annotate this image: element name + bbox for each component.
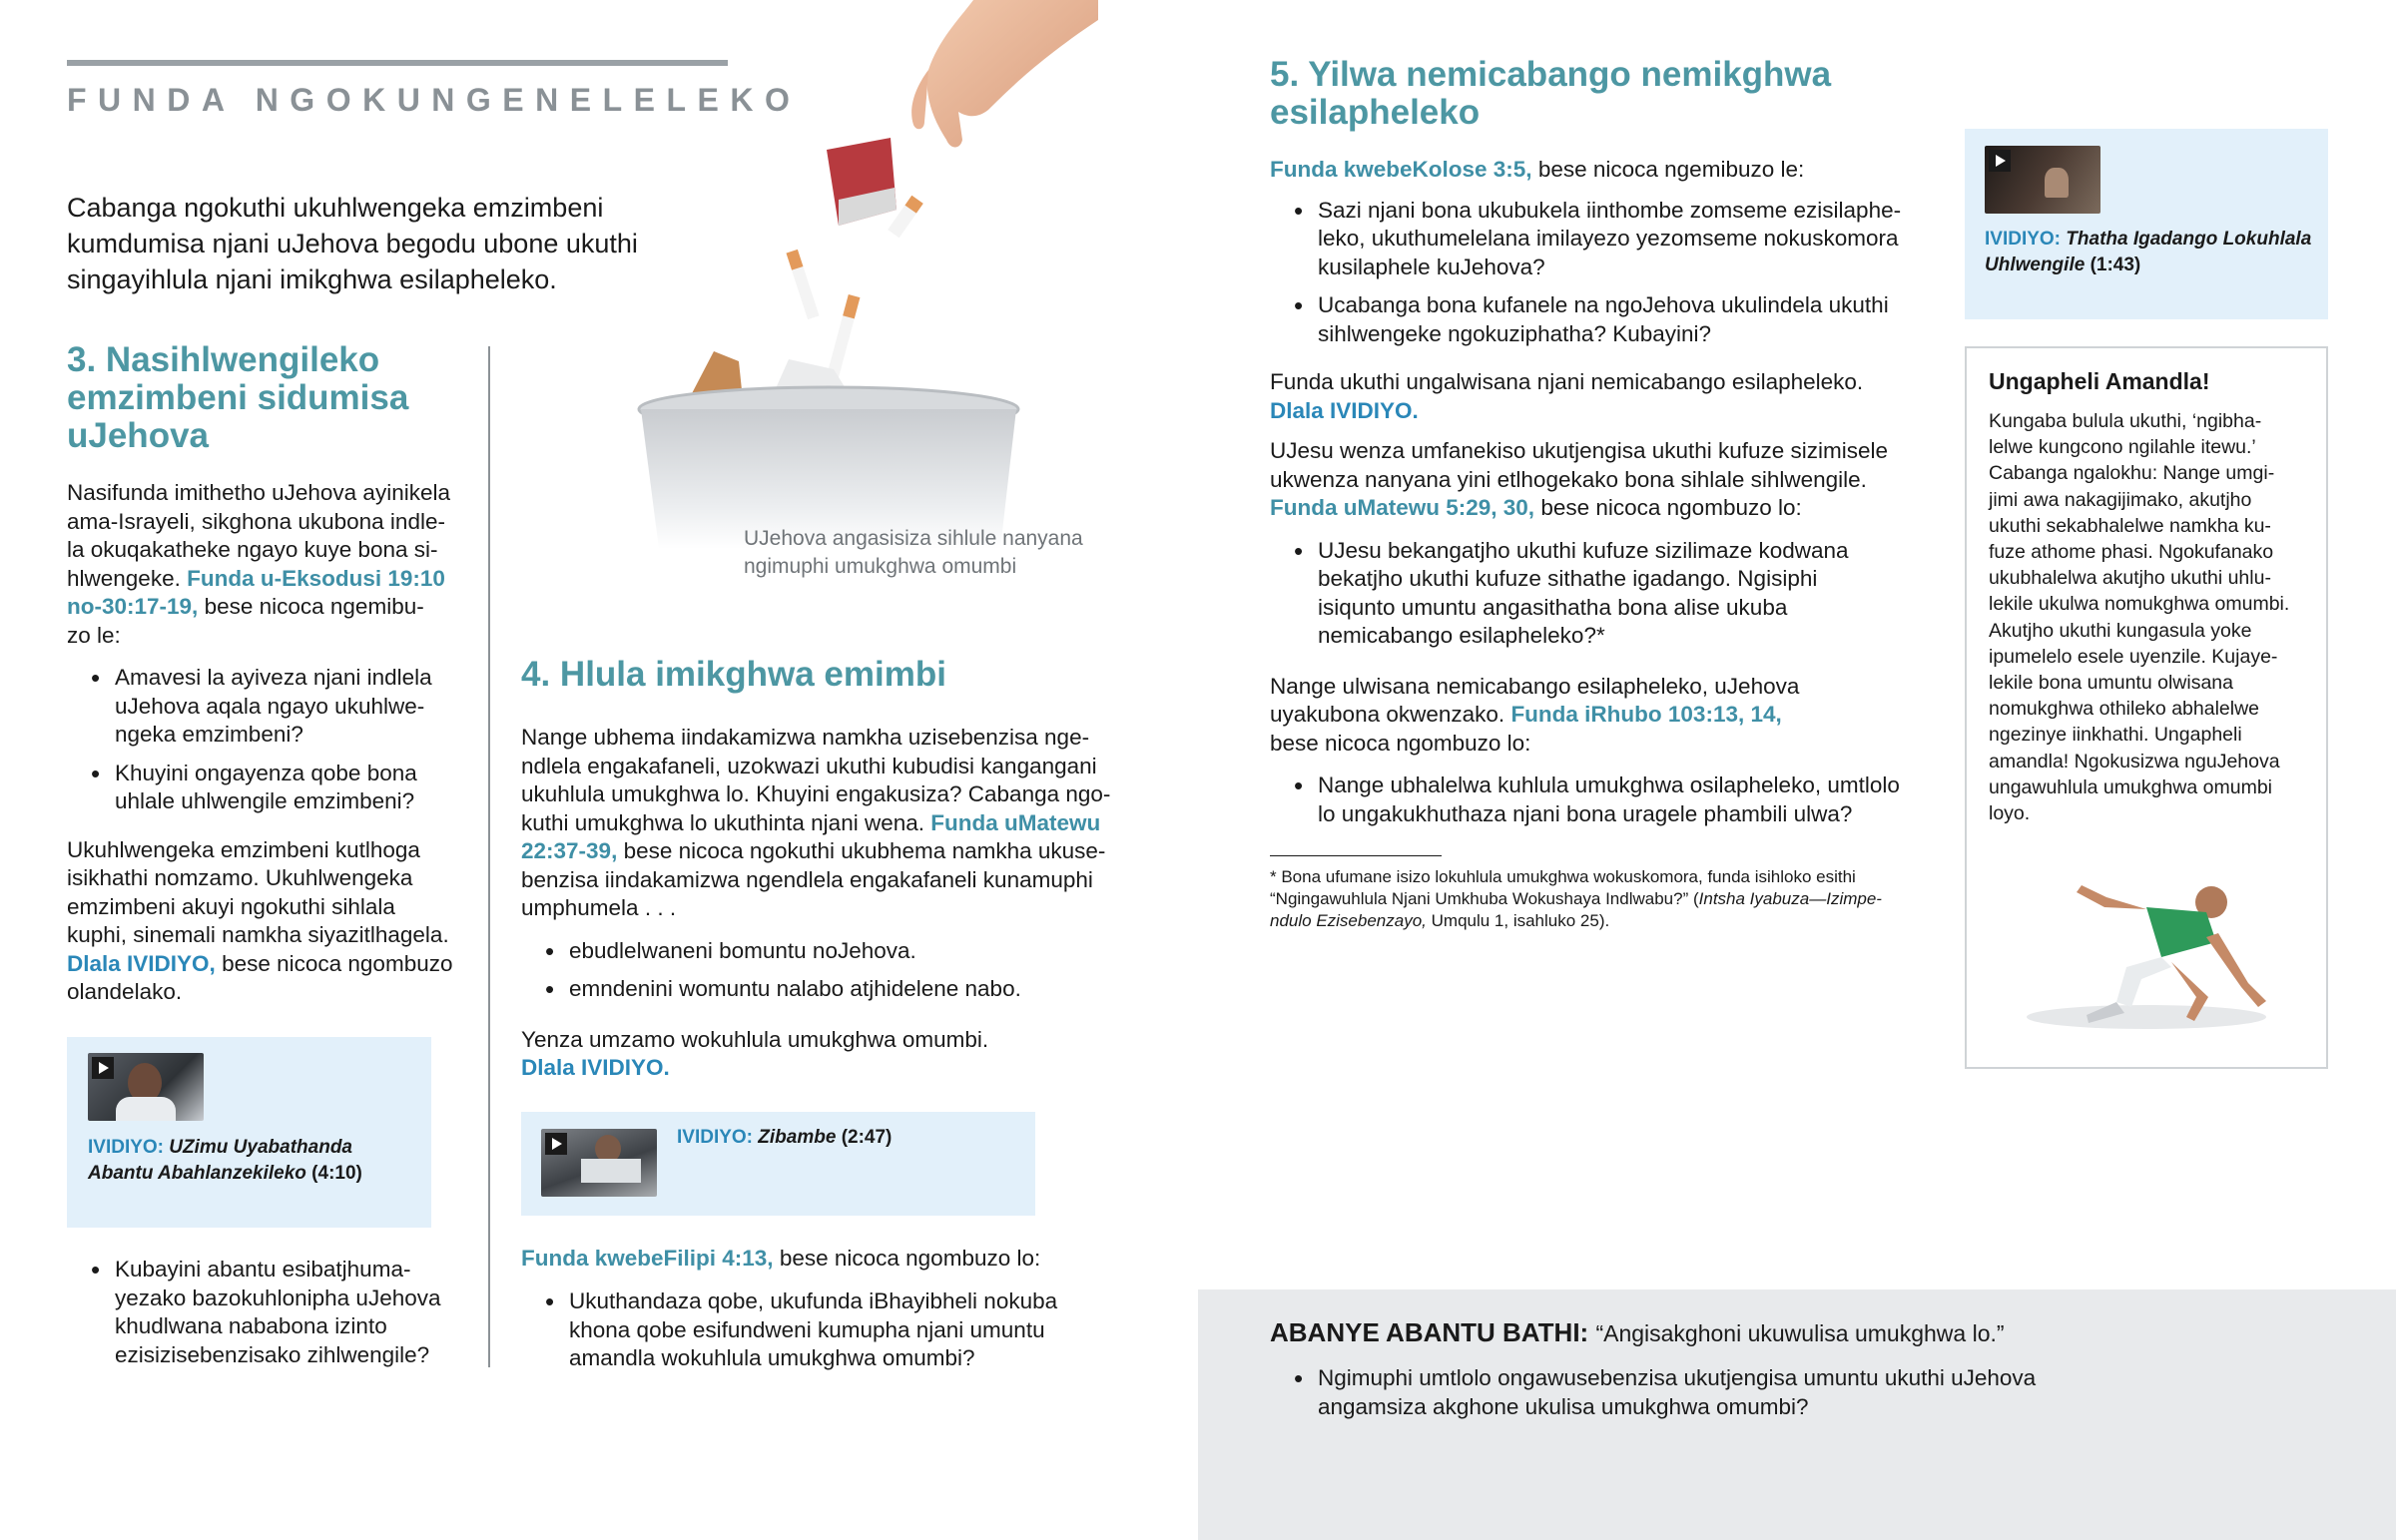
video-thumbnail-2[interactable]	[541, 1129, 657, 1197]
others-say-band	[1198, 1289, 2396, 1540]
box-body: Kungaba bulula ukuthi, ‘ngibha- lelwe kungcono ngilahle itewu.’ Cabanga ngalokhu: Nange umgi- jimi awa nakagijimako, akutjho ukuthi sekabhalelwe namkha ku- fuze athome phasi. Ngokufanako ukubhalelwa akutjho ukuthi uhlu- lekile ukulwa nomukghwa omumbi. Akutjho ukuthi kungasula yoke ipumelelo esele uyenzile. Kujaye- lekile bona umuntu olwisana nomukghwa othileko abhalelwe ngezinye iinkhathi. Ungapheli amandla! Ngokusizwa nguJehova ungawuhlula umukghwa omumbi loyo.	[1989, 410, 2290, 825]
video-thumbnail[interactable]	[88, 1053, 204, 1121]
list-item: • emndenini womuntu nalabo atjhidelene nabo.	[521, 975, 1140, 1004]
encouragement-box	[1965, 346, 2328, 1069]
others-say-quote: “Angisakghoni ukuwulisa umukghwa lo.”	[1595, 1320, 2005, 1346]
person-silhouette-icon	[2045, 168, 2069, 198]
list-item: • Sazi njani bona ukubukela iinthombe zomseme ezisilaphe- leko, ukuthumelelana imilayezo yezomseme nokuskomora kusilaphele kuJehova?	[1270, 197, 1949, 282]
section-3-paragraph-1: Nasifunda imithetho uJehova ayinikela ama-Israyeli, sikghona ukubona indle- la okuqakatheke ngayo kuye bona si- hlwengeke. Funda u-Eksodusi 19:10 no-30:17-19, bese nicoca ngemibu- zo le:	[67, 480, 450, 648]
play-icon	[545, 1133, 567, 1155]
play-video-link-2[interactable]: Dlala IVIDIYO.	[521, 1055, 670, 1080]
box-title: Ungapheli Amandla!	[1989, 368, 2210, 394]
play-video-link-3[interactable]: Dlala IVIDIYO.	[1270, 397, 1419, 423]
section-header: FUNDA NGOKUNGENELELEKO	[67, 82, 802, 118]
section-5-paragraph-3: Nange ulwisana nemicabango esilapheleko, uJehova uyakubona okwenzako. Funda iRhubo 103:13, 14, bese nicoca ngombuzo lo:	[1270, 673, 1800, 756]
list-item: • Amavesi la ayiveza njani indlela uJehova aqala ngayo ukuhlwe- ngeka emzimbeni?	[67, 664, 476, 750]
video-card-2[interactable]	[521, 1112, 1035, 1216]
section-3	[67, 341, 476, 1007]
video-thumbnail-3[interactable]	[1985, 146, 2100, 214]
section-5-paragraph-1: Funda ukuthi ungalwisana njani nemicabango esilapheleko. Dlala IVIDIYO.	[1270, 369, 1864, 423]
video-card-3[interactable]	[1965, 129, 2328, 319]
video-duration: (2:47)	[841, 1127, 893, 1148]
video-title[interactable]: Zibambe	[758, 1127, 837, 1148]
scripture-link-exodus[interactable]: Funda u-Eksodusi 19:10	[187, 565, 445, 591]
section-5-bullets-3	[1270, 771, 1949, 828]
video-card[interactable]	[67, 1037, 431, 1228]
video-title[interactable]: Thatha Igadango Lokuhlala	[2066, 229, 2312, 250]
section-4-paragraph-1: Nange ubhema iindakamizwa namkha uzisebenzisa nge- ndlela engakafaneli, uzokwazi ukuthi kubudisi kangangani ukuhlula umukghwa lo. Khuyini engakusiza? Cabanga ngo- kuthi umukghwa lo ukuthinta njani wena. Funda uMatewu 22:37-39, bese nicoca ngokuthi ukubhema namkha ukuse- benzisa iindakamizwa ngendlela engakafaneli kunamuphi umphumela . . .	[521, 725, 1111, 920]
trash-can-illustration	[629, 0, 1098, 559]
scripture-link-matthew-22-verses[interactable]: 22:37-39,	[521, 838, 618, 863]
section-5-bullets	[1270, 197, 1949, 349]
section-5	[1270, 56, 1949, 838]
video-title[interactable]: UZimu Uyabathanda	[169, 1137, 352, 1158]
section-4	[521, 656, 1140, 1083]
video-label: IVIDIYO:	[1985, 229, 2062, 250]
others-say-label: ABANYE ABANTU BATHI:	[1270, 1317, 1589, 1347]
scripture-link-matthew-5[interactable]: Funda uMatewu 5:29, 30,	[1270, 495, 1535, 520]
section-4-title: 4. Hlula imikghwa emimbi	[521, 655, 946, 694]
hand-icon	[911, 0, 1098, 148]
section-4-bullets-2	[521, 1287, 1140, 1383]
video-title-cont[interactable]: Uhlwengile	[1985, 255, 2086, 275]
section-3-bullets	[67, 664, 476, 816]
video-duration: (4:10)	[311, 1163, 362, 1184]
video-label: IVIDIYO:	[677, 1127, 754, 1148]
scripture-link-philippians[interactable]: Funda kwebeFilipi 4:13,	[521, 1246, 774, 1271]
section-4-read: Funda kwebeFilipi 4:13, bese nicoca ngombuzo lo:	[521, 1246, 1041, 1271]
video-duration: (1:43)	[2090, 255, 2141, 275]
others-say-bullets	[1270, 1364, 2268, 1431]
section-4-bullets	[521, 937, 1140, 1004]
intro-text: Cabanga ngokuthi ukuhlwengeka emzimbeni kumdumisa njani uJehova begodu ubone ukuthi singayihlula njani imikghwa esilapheleko.	[67, 193, 638, 294]
list-item: • Ucabanga bona kufanele na ngoJehova ukulindela ukuthi sihlwengeke ngokuziphatha? Kubayini?	[1270, 291, 1949, 348]
list-item: • Ngimuphi umtlolo ongawusebenzisa ukutjengisa umuntu ukuthi uJehova angamsiza akghone ukulisa umukghwa omumbi?	[1270, 1364, 2268, 1421]
list-item: • Khuyini ongayenza qobe bona uhlale uhlwengile emzimbeni?	[67, 760, 476, 816]
play-icon	[1989, 150, 2011, 172]
scripture-link-psalm[interactable]: Funda iRhubo 103:13, 14,	[1510, 702, 1782, 727]
list-item: • Kubayini abantu esibatjhuma- yezako bazokuhlonipha uJehova khudlwana nababona izinto ezisizisebenzisako zihlwengile?	[67, 1256, 496, 1369]
fallen-runner-illustration	[1997, 867, 2296, 1037]
section-5-title: 5. Yilwa nemicabango nemikghwa esilapheleko	[1270, 55, 1832, 132]
footnote-rule	[1270, 855, 1442, 856]
section-4-paragraph-2: Yenza umzamo wokuhlula umukghwa omumbi. Dlala IVIDIYO.	[521, 1026, 989, 1080]
section-5-read: Funda kwebeKolose 3:5, bese nicoca ngemibuzo le:	[1270, 157, 1805, 182]
section-3-title: 3. Nasihlwengileko emzimbeni sidumisa uJehova	[67, 340, 409, 455]
section-5-bullets-2	[1270, 537, 1949, 651]
list-item: • UJesu bekangatjho ukuthi kufuze sizilimaze kodwana bekatjho ukuthi kufuze sithathe igadango. Ngisiphi isiqunto umuntu angasithatha bona alise ukuba nemicabango esilapheleko?*	[1270, 537, 1949, 651]
video-label: IVIDIYO:	[88, 1137, 165, 1158]
list-item: • Ukuthandaza qobe, ukufunda iBhayibheli nokuba khona qobe esifundweni kumupha njani umuntu amandla wokuhlula umukghwa omumbi?	[521, 1287, 1140, 1373]
section-3-bullets-2	[67, 1256, 496, 1379]
scripture-link-matthew-22[interactable]: Funda uMatewu	[930, 809, 1101, 835]
cigarette-pack-icon	[827, 138, 897, 226]
footnote: * Bona ufumane isizo lokuhlula umukghwa wokuskomora, funda isihloko esithi “Ngingawuhlula Njani Umkhuba Wokushaya Indlwabu?” (Intsha Iyabuza—Izimpe- ndulo Ezisebenzayo, Umqulu 1, isahluko 25).	[1270, 867, 1882, 930]
play-video-link[interactable]: Dlala IVIDIYO,	[67, 950, 216, 976]
scripture-link-colossians[interactable]: Funda kwebeKolose 3:5,	[1270, 157, 1532, 182]
list-item: • ebudlelwaneni bomuntu noJehova.	[521, 937, 1140, 966]
scripture-link-exodus-30[interactable]: no-30:17-19,	[67, 594, 199, 619]
column-divider	[488, 346, 490, 1367]
section-5-paragraph-2: UJesu wenza umfanekiso ukutjengisa ukuthi kufuze sizimisele ukwenza nanyana yini etlhogekako bona sihlale sihlwengile. Funda uMatewu 5:29, 30, bese nicoca ngombuzo lo:	[1270, 438, 1889, 520]
list-item: • Nange ubhalelwa kuhlula umukghwa osilapheleko, umtlolo lo ungakukhuthaza njani bona uragele phambili ulwa?	[1270, 771, 1949, 828]
video-title-cont[interactable]: Abantu Abahlanzekileko	[88, 1163, 306, 1184]
section-3-paragraph-2: Ukuhlwengeka emzimbeni kutlhoga isikhathi nomzamo. Ukuhlwengeka emzimbeni akuyi ngokuthi sihlala kuphi, sinemali namkha siyazitlhagela. Dlala IVIDIYO, bese nicoca ngombuzo olandelako.	[67, 836, 453, 1004]
image-caption: UJehova angasisiza sihlule nanyana ngimuphi umukghwa omumbi	[744, 527, 1083, 578]
play-icon	[92, 1057, 114, 1079]
